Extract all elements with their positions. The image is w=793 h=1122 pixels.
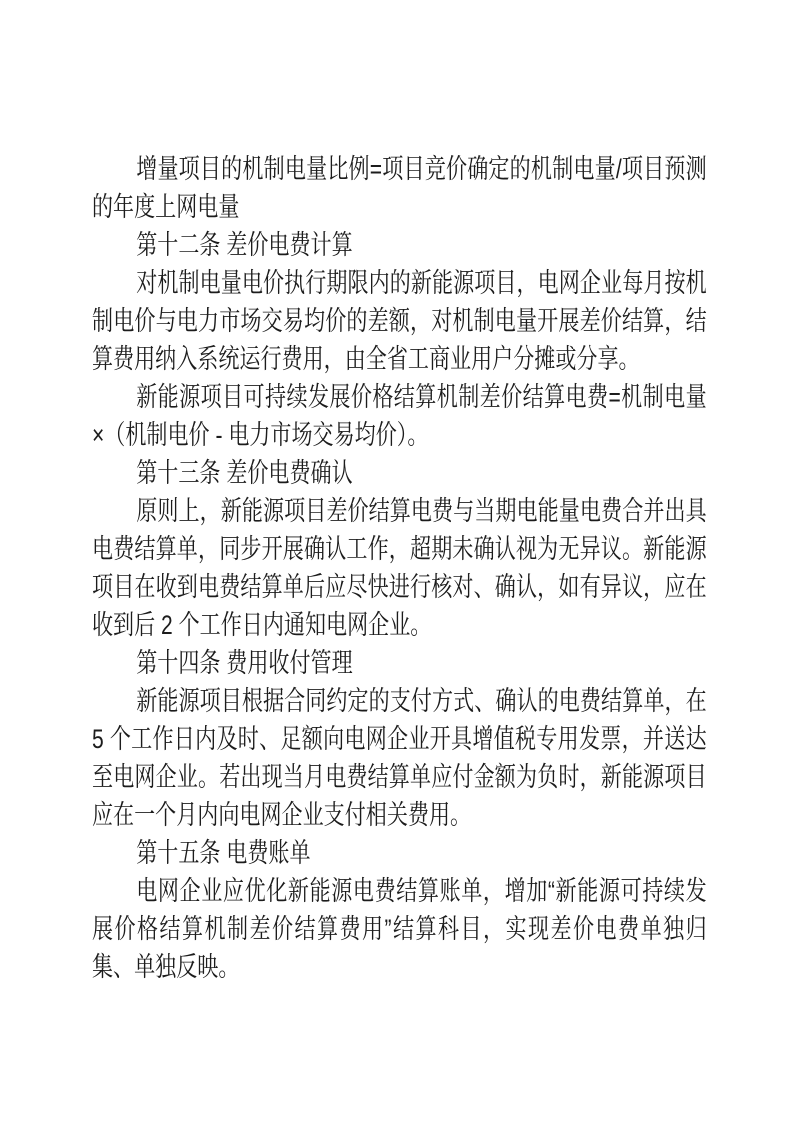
article-heading: 第十三条 差价电费确认	[136, 458, 353, 488]
paragraph: 电网企业应优化新能源电费结算账单，增加“新能源可持续发展价格结算机制差价结算费用”结算科目，实现差价电费单独归集、单独反映。	[92, 876, 707, 982]
paragraph: 对机制电量电价执行期限内的新能源项目，电网企业每月按机制电价与电力市场交易均价的差额，对机制电量开展差价结算，结算费用纳入系统运行费用，由全省工商业用户分摊或分享。	[92, 268, 707, 374]
paragraph: 增量项目的机制电量比例=项目竞价确定的机制电量/项目预测的年度上网电量	[92, 154, 707, 222]
paragraph: 原则上，新能源项目差价结算电费与当期电能量电费合并出具电费结算单，同步开展确认工作，超期未确认视为无异议。新能源项目在收到电费结算单后应尽快进行核对、确认，如有异议，应在收到后 2 个工作日内通知电网企业。	[92, 496, 707, 640]
article-heading: 第十四条 费用收付管理	[136, 648, 353, 678]
paragraph: 新能源项目根据合同约定的支付方式、确认的电费结算单，在 5 个工作日内及时、足额向电网企业开具增值税专用发票，并送达至电网企业。若出现当月电费结算单应付金额为负时，新能源项目应在一个月内向电网企业支付相关费用。	[92, 686, 707, 830]
document-body	[92, 150, 707, 986]
article-heading: 第十五条 电费账单	[136, 838, 311, 868]
article-heading: 第十二条 差价电费计算	[136, 230, 353, 260]
paragraph: 新能源项目可持续发展价格结算机制差价结算电费=机制电量×（机制电价 - 电力市场交易均价）。	[92, 382, 707, 450]
